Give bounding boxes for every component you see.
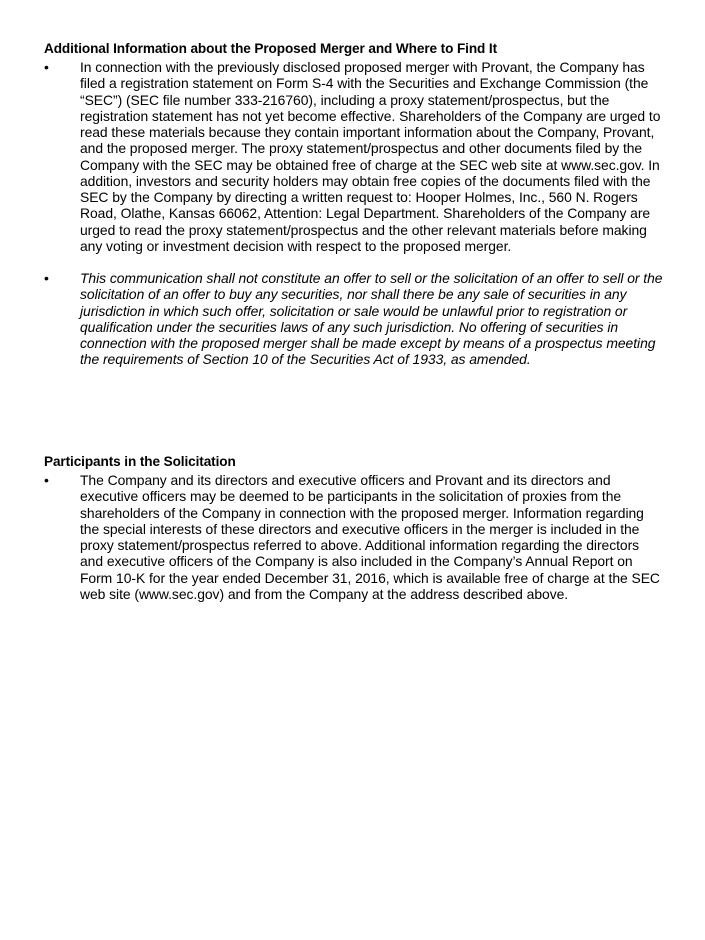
bullet-item-registration [44,59,664,254]
section-heading-participants: Participants in the Solicitation [44,454,236,469]
bullet-item-no-offer [44,270,664,368]
bullet-icon: • [44,472,49,488]
paragraph-registration-statement: In connection with the previously disclosed proposed merger with Provant, the Company has filed a registration statement on Form S-4 with the Securities and Exchange Commission (the “SEC”) (SEC file number 333-216760), including a proxy statement/prospectus, but the registration statement has not yet become effective. Shareholders of the Company are urged to read these materials because they contain important information about the Company, Provant, and the proposed merger. The proxy statement/prospectus and other documents filed by the Company with the SEC may be obtained free of charge at the SEC web site at www.sec.gov. In addition, investors and security holders may obtain free copies of the documents filed with the SEC by the Company by directing a written request to: Hooper Holmes, Inc., 560 N. Rogers Road, Olathe, Kansas 66062, Attention: Legal Department. Shareholders of the Company are urged to read the proxy statement/prospectus and the other relevant materials before making any voting or investment decision with respect to the proposed merger. [80,59,661,254]
bullet-icon: • [44,270,49,286]
participants-section [44,453,664,602]
bullet-item-participants [44,472,664,602]
paragraph-participants-solicitation: The Company and its directors and executive officers and Provant and its directors and executive officers may be deemed to be participants in the solicitation of proxies from the shareholders of the Company in connection with the proposed merger. Information regarding the special interests of these directors and executive officers in the merger is included in the proxy statement/prospectus referred to above. Additional information regarding the directors and executive officers of the Company is also included in the Company’s Annual Report on Form 10-K for the year ended December 31, 2016, which is available free of charge at the SEC web site (www.sec.gov) and from the Company at the address described above. [80,472,660,602]
bullet-icon: • [44,59,49,75]
merger-information-section [44,40,664,368]
section-heading-merger-info: Additional Information about the Proposed Merger and Where to Find It [44,41,498,56]
paragraph-no-offer-disclaimer: This communication shall not constitute an offer to sell or the solicitation of an offer to sell or the solicitation of an offer to buy any securities, nor shall there be any sale of securities in any jurisdiction in which such offer, solicitation or sale would be unlawful prior to registration or qualification under the securities laws of any such jurisdiction. No offering of securities in connection with the proposed merger shall be made except by means of a prospectus meeting the requirements of Section 10 of the Securities Act of 1933, as amended. [80,270,663,368]
